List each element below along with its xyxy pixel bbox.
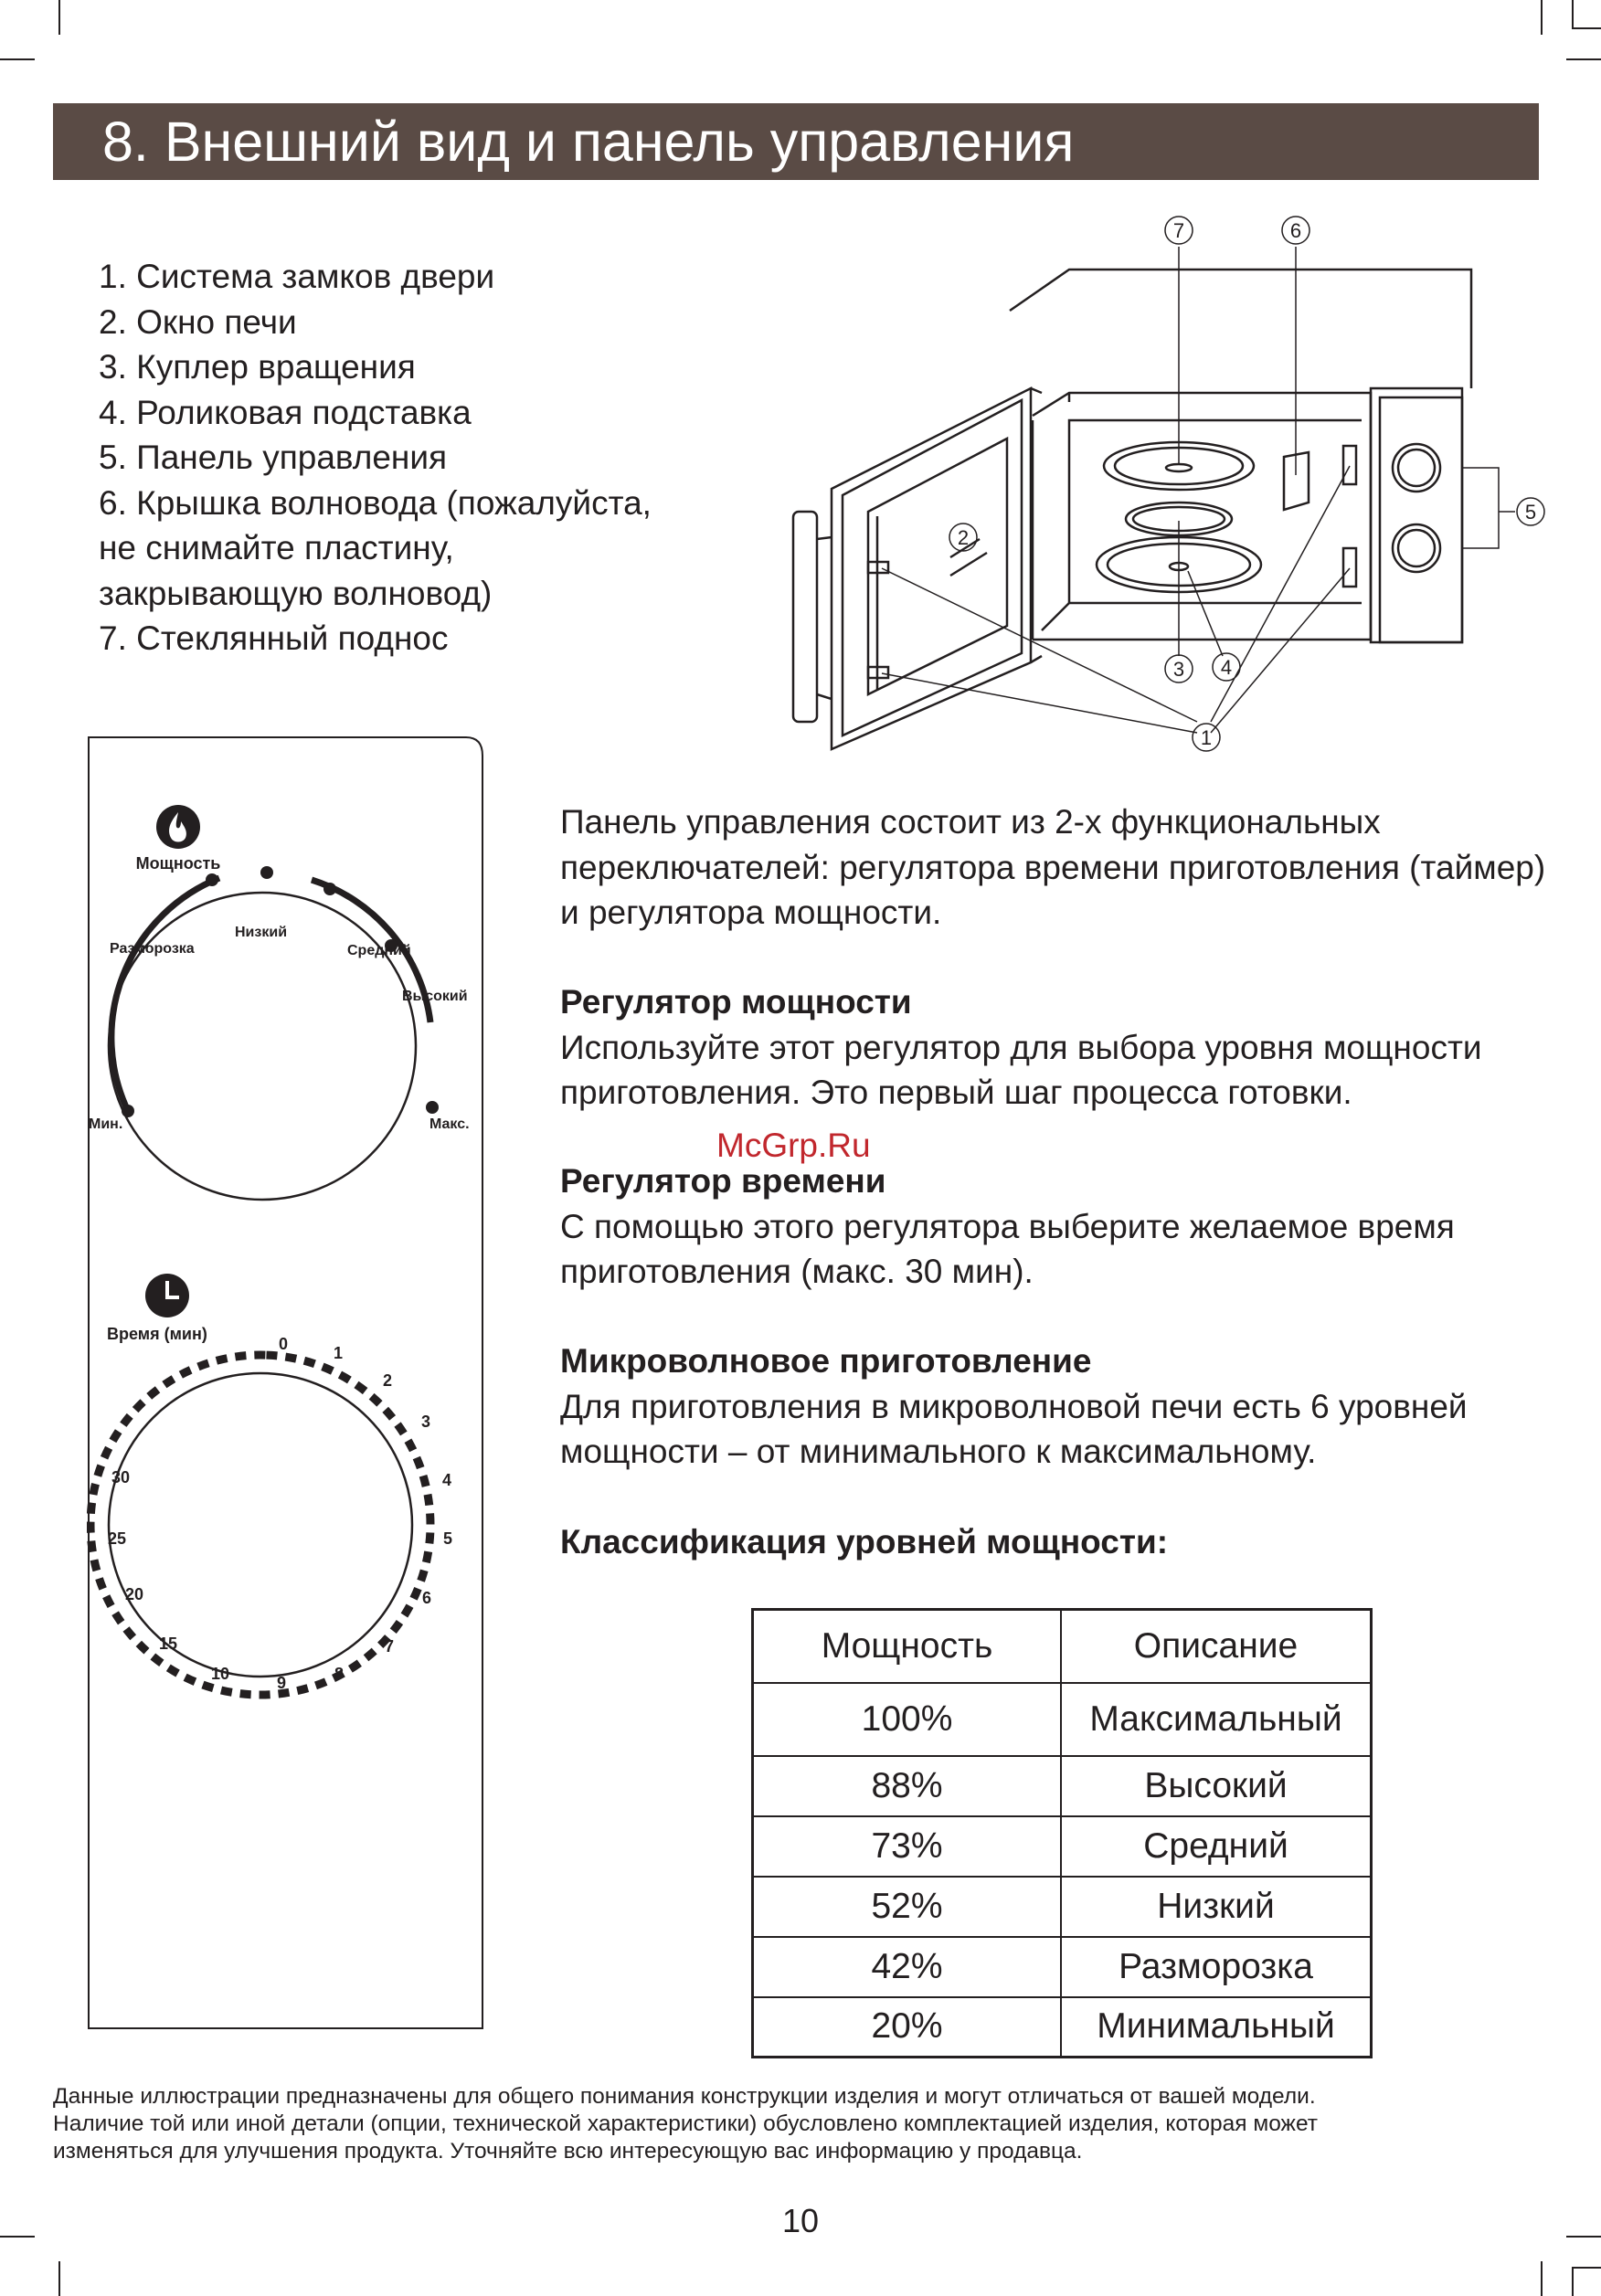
parts-list-item: 7. Стеклянный поднос bbox=[99, 619, 449, 657]
power-level-label: Макс. bbox=[429, 1116, 470, 1132]
table-row bbox=[753, 1937, 1372, 1997]
callout-2: 2 bbox=[957, 526, 970, 549]
power-label: Мощность bbox=[135, 854, 221, 873]
footnote bbox=[53, 2083, 1570, 2165]
footnote-line: изменяться для улучшения продукта. Уточняйте всю интересующую вас информацию у продавца. bbox=[53, 2139, 1083, 2164]
table-cell: Разморозка bbox=[1061, 1937, 1372, 1997]
table-row bbox=[753, 1997, 1372, 2058]
footnote-line: Наличие той или иной детали (опции, технической характеристики) обусловлено комплектацией изделия, которая может bbox=[53, 2111, 1318, 2136]
power-levels-table bbox=[751, 1608, 1373, 2058]
section-heading: Классификация уровней мощности: bbox=[560, 1523, 1169, 1561]
parts-list-item: 3. Куплер вращения bbox=[99, 348, 416, 386]
section-body: С помощью этого регулятора выберите желаемое время приготовления (макс. 30 мин). bbox=[560, 1207, 1455, 1290]
time-mark: 7 bbox=[384, 1637, 395, 1656]
table-cell: 52% bbox=[753, 1877, 1062, 1937]
microwave-diagram bbox=[768, 210, 1572, 758]
power-level-label: Мин. bbox=[89, 1116, 123, 1132]
table-cell: Максимальный bbox=[1061, 1683, 1372, 1756]
table-row bbox=[753, 1877, 1372, 1937]
watermark: McGrp.Ru bbox=[716, 1127, 871, 1164]
table-row bbox=[753, 1816, 1372, 1877]
crop-mark bbox=[1541, 0, 1543, 35]
time-mark: 10 bbox=[210, 1665, 230, 1683]
parts-list-item: не снимайте пластину, bbox=[99, 529, 454, 566]
table-cell: Низкий bbox=[1061, 1877, 1372, 1937]
time-mark: 20 bbox=[124, 1585, 144, 1603]
power-level-label: Средний bbox=[347, 943, 411, 958]
time-mark: 2 bbox=[382, 1371, 393, 1390]
parts-list-item: 2. Окно печи bbox=[99, 302, 297, 341]
table-cell: 100% bbox=[753, 1683, 1062, 1756]
crop-mark bbox=[58, 0, 60, 35]
section-power bbox=[560, 979, 1565, 1116]
parts-list-item: 6. Крышка волновода (пожалуйста, bbox=[99, 483, 652, 522]
parts-list-item: 4. Роликовая подставка bbox=[99, 393, 472, 431]
flame-icon bbox=[156, 805, 200, 849]
parts-list-item: 1. Система замков двери bbox=[99, 258, 495, 295]
footnote-line: Данные иллюстрации предназначены для общего понимания конструкции изделия и могут отличаться от вашей модели. bbox=[53, 2084, 1316, 2109]
crop-mark bbox=[0, 58, 35, 60]
callout-6: 6 bbox=[1289, 219, 1302, 242]
table-row bbox=[753, 1683, 1372, 1756]
timer-knob[interactable] bbox=[109, 1373, 412, 1677]
table-cell: 88% bbox=[753, 1756, 1062, 1816]
time-mark: 6 bbox=[421, 1589, 432, 1607]
table-cell: 42% bbox=[753, 1937, 1062, 1997]
section-microwave bbox=[560, 1338, 1565, 1475]
power-level-label: Разморозка bbox=[110, 941, 195, 957]
section-heading: Микроволновое приготовление bbox=[560, 1342, 1092, 1380]
table-header: Описание bbox=[1061, 1610, 1372, 1683]
callout-3: 3 bbox=[1172, 658, 1185, 681]
time-mark: 9 bbox=[276, 1674, 287, 1692]
parts-list bbox=[99, 254, 652, 661]
intro-text: Панель управления состоит из 2-х функциональных переключателей: регулятора времени приготовления (таймер) и регулятора мощности. bbox=[560, 803, 1546, 931]
time-mark: 25 bbox=[107, 1529, 127, 1548]
page-title: 8. Внешний вид и панель управления bbox=[102, 111, 1075, 173]
callout-5: 5 bbox=[1524, 501, 1537, 524]
callout-1: 1 bbox=[1200, 726, 1213, 749]
table-cell: Средний bbox=[1061, 1816, 1372, 1877]
table-cell: Высокий bbox=[1061, 1756, 1372, 1816]
section-body: Используйте этот регулятор для выбора уровня мощности приготовления. Это первый шаг процесса готовки. bbox=[560, 1028, 1482, 1111]
crop-mark bbox=[1541, 2261, 1543, 2296]
section-classification bbox=[560, 1519, 1565, 1565]
section-header bbox=[53, 103, 1539, 180]
crop-mark bbox=[1572, 27, 1601, 29]
section-timer bbox=[560, 1159, 1565, 1295]
section-heading: Регулятор мощности bbox=[560, 983, 912, 1021]
time-mark: 5 bbox=[442, 1529, 453, 1548]
section-heading: Регулятор времени bbox=[560, 1162, 886, 1200]
time-mark: 1 bbox=[333, 1344, 344, 1362]
section-body: Для приготовления в микроволновой печи есть 6 уровней мощности – от минимального к максимальному. bbox=[560, 1387, 1468, 1470]
crop-mark bbox=[58, 2261, 60, 2296]
crop-mark bbox=[1572, 2267, 1574, 2296]
time-mark: 8 bbox=[334, 1665, 345, 1683]
intro-paragraph bbox=[560, 799, 1565, 936]
time-mark: 3 bbox=[420, 1413, 431, 1431]
time-mark: 15 bbox=[158, 1635, 178, 1653]
power-level-label: Высокий bbox=[402, 989, 468, 1004]
table-row bbox=[753, 1756, 1372, 1816]
control-panel-illustration bbox=[87, 735, 489, 2037]
crop-mark bbox=[1572, 2267, 1601, 2269]
parts-list-item: закрывающую волновод) bbox=[99, 574, 493, 612]
table-cell: 73% bbox=[753, 1816, 1062, 1877]
time-mark: 4 bbox=[441, 1471, 452, 1489]
time-mark: 0 bbox=[278, 1335, 289, 1353]
table-cell: Минимальный bbox=[1061, 1997, 1372, 2058]
table-header: Мощность bbox=[753, 1610, 1062, 1683]
time-label: Время (мин) bbox=[107, 1325, 207, 1343]
page-number: 10 bbox=[781, 2202, 820, 2239]
time-mark: 30 bbox=[111, 1468, 131, 1487]
crop-mark bbox=[1566, 58, 1601, 60]
parts-list-item: 5. Панель управления bbox=[99, 439, 448, 476]
table-cell: 20% bbox=[753, 1997, 1062, 2058]
crop-mark bbox=[1572, 0, 1574, 29]
callout-7: 7 bbox=[1172, 219, 1185, 242]
callout-4: 4 bbox=[1220, 656, 1233, 679]
power-level-label: Низкий bbox=[235, 925, 288, 940]
